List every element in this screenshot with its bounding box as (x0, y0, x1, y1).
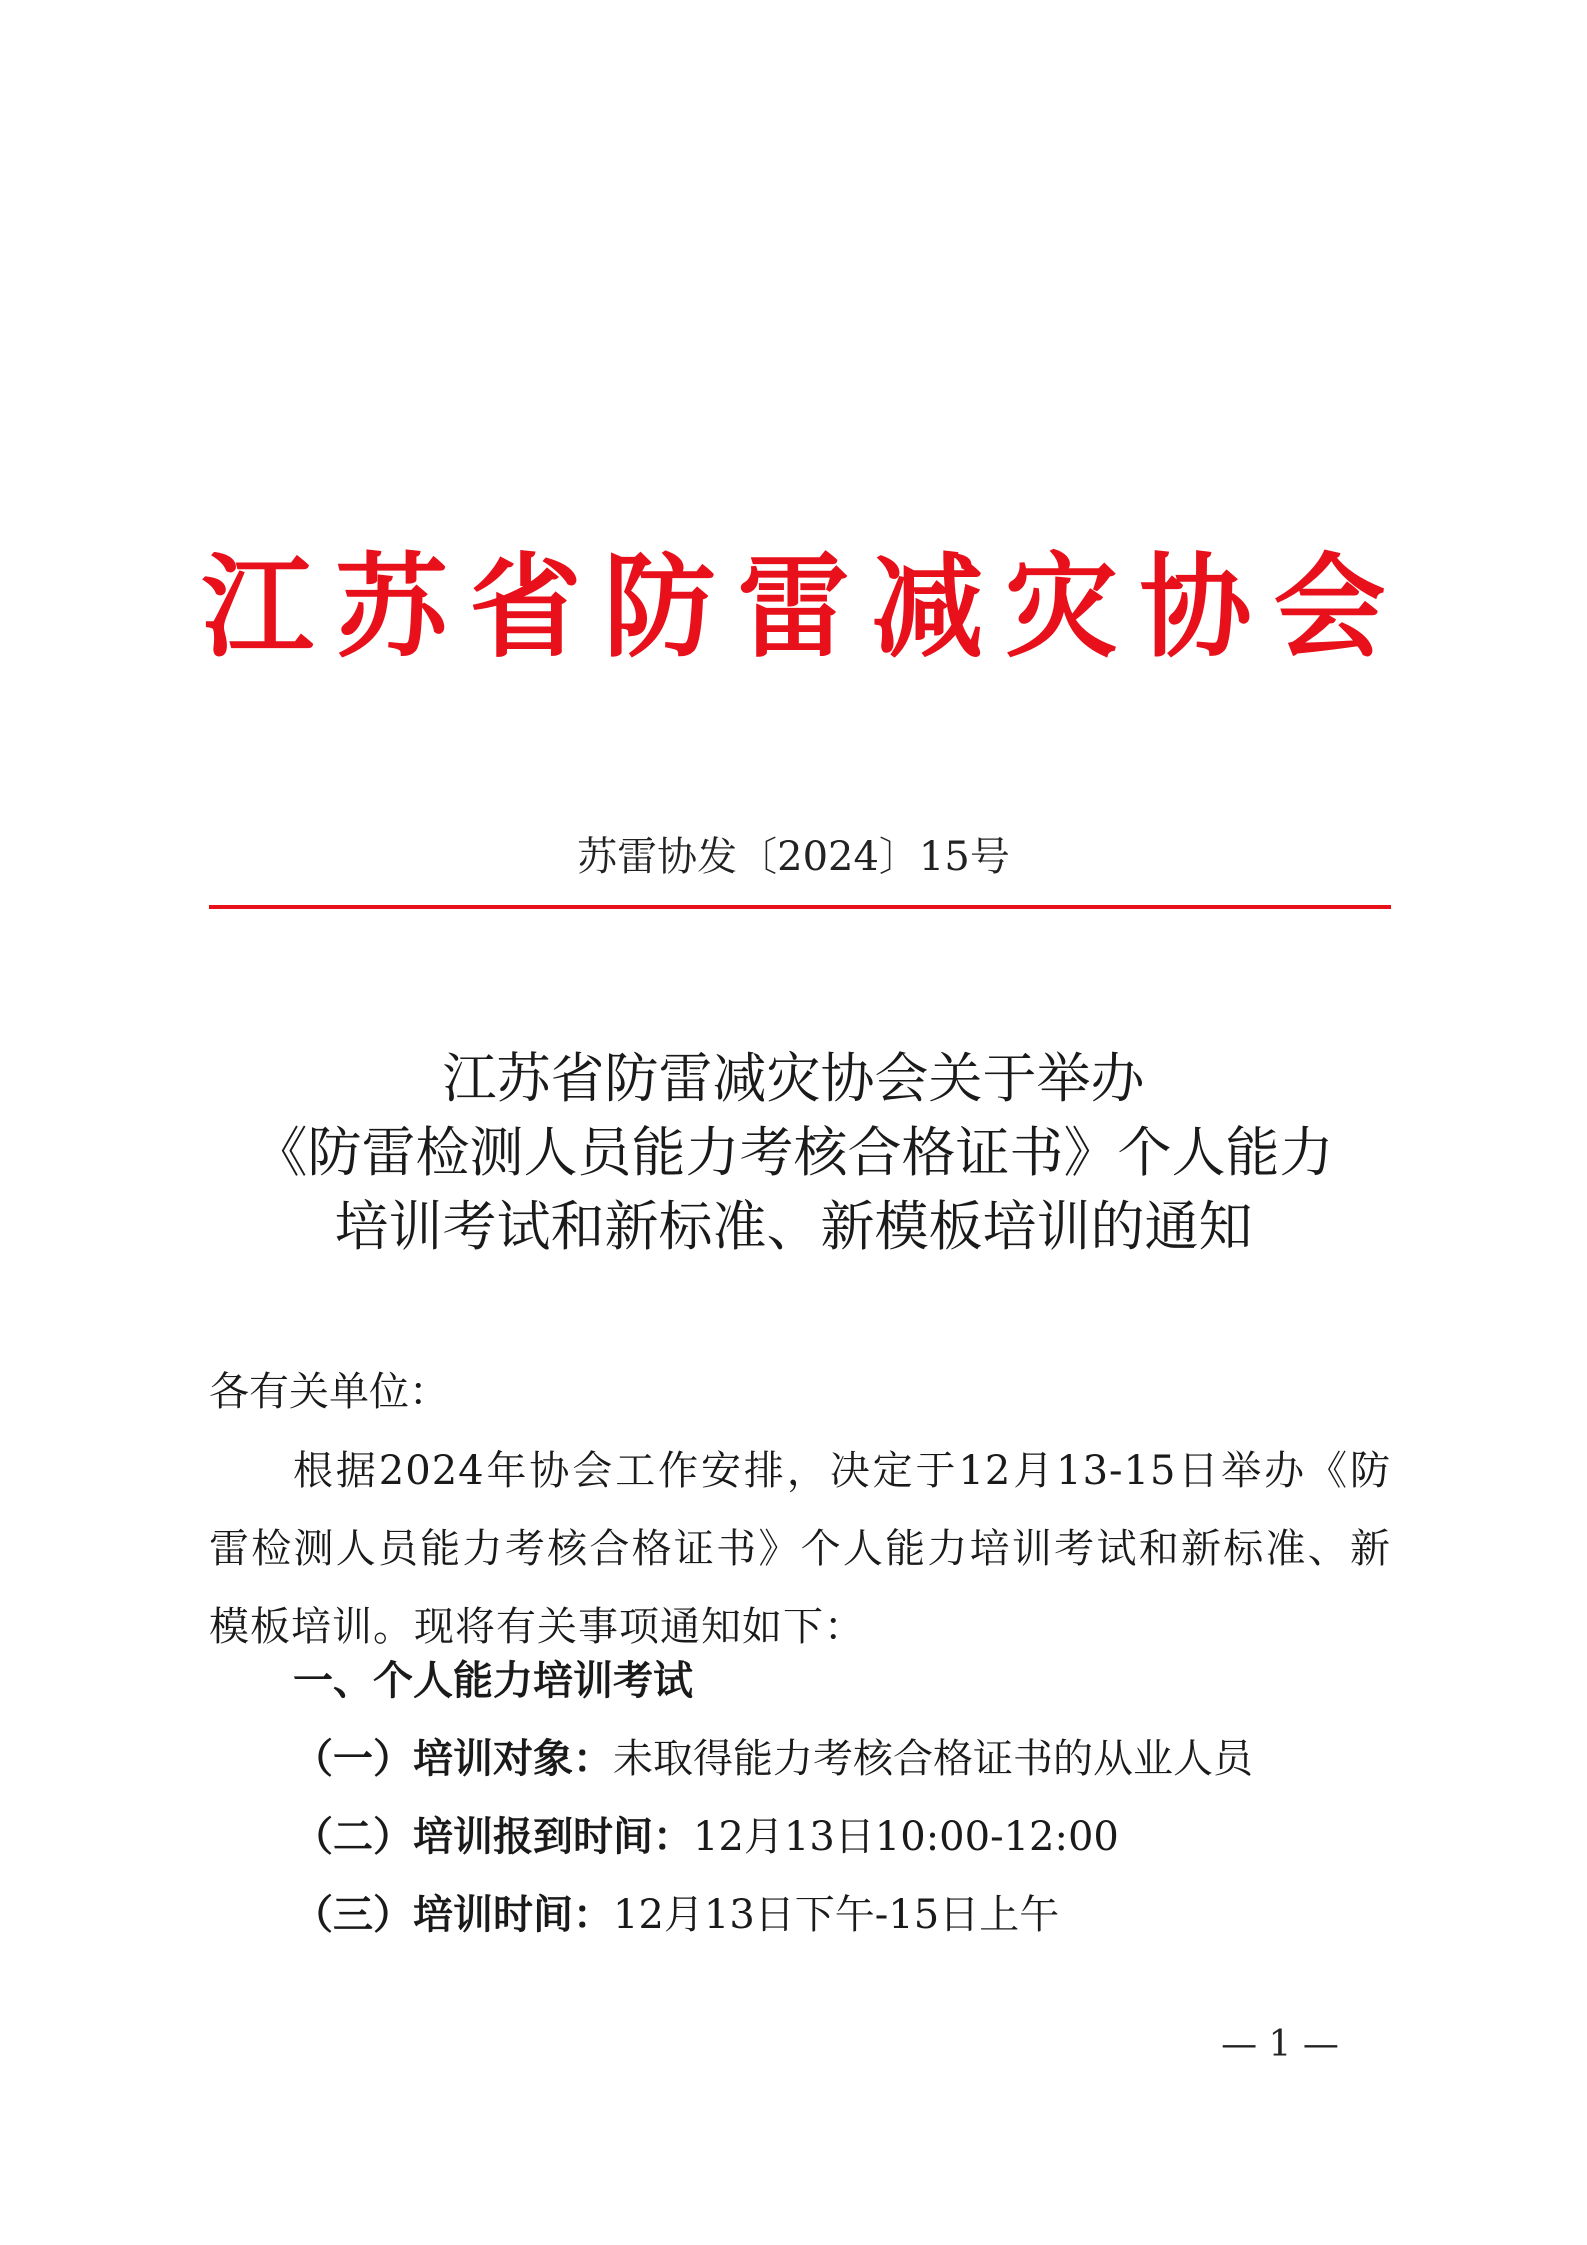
notice-title (0, 1042, 1587, 1264)
organization-header: 江苏省防雷减灾协会 (201, 543, 1408, 673)
notice-title-line-1: 江苏省防雷减灾协会关于举办 (442, 1047, 1145, 1110)
section-heading-1: 一、个人能力培训考试 (293, 1658, 693, 1704)
section-item-2 (293, 1804, 1119, 1870)
item-value: 未取得能力考核合格证书的从业人员 (613, 1736, 1253, 1782)
item-value: 12月13日10:00-12:00 (693, 1814, 1119, 1860)
section-item-1 (293, 1726, 1253, 1792)
item-label: （三）培训时间： (293, 1892, 613, 1938)
document-number: 苏雷协发〔2024〕15号 (577, 834, 1010, 880)
page-number: — 1 — (1221, 2024, 1339, 2065)
item-label: （二）培训报到时间： (293, 1814, 693, 1860)
notice-title-line-2: 《防雷检测人员能力考核合格证书》个人能力 (253, 1121, 1334, 1184)
red-divider-line (209, 905, 1391, 909)
section-item-3 (293, 1882, 1059, 1948)
item-label: （一）培训对象： (293, 1736, 613, 1782)
notice-title-line-3: 培训考试和新标准、新模板培训的通知 (334, 1195, 1253, 1258)
intro-paragraph: 根据2024年协会工作安排，决定于12月13-15日举办《防雷检测人员能力考核合格证书》个人能力培训考试和新标准、新模板培训。现将有关事项通知如下： (209, 1448, 1391, 1650)
salutation: 各有关单位： (209, 1369, 449, 1415)
item-value: 12月13日下午-15日上午 (613, 1892, 1060, 1938)
